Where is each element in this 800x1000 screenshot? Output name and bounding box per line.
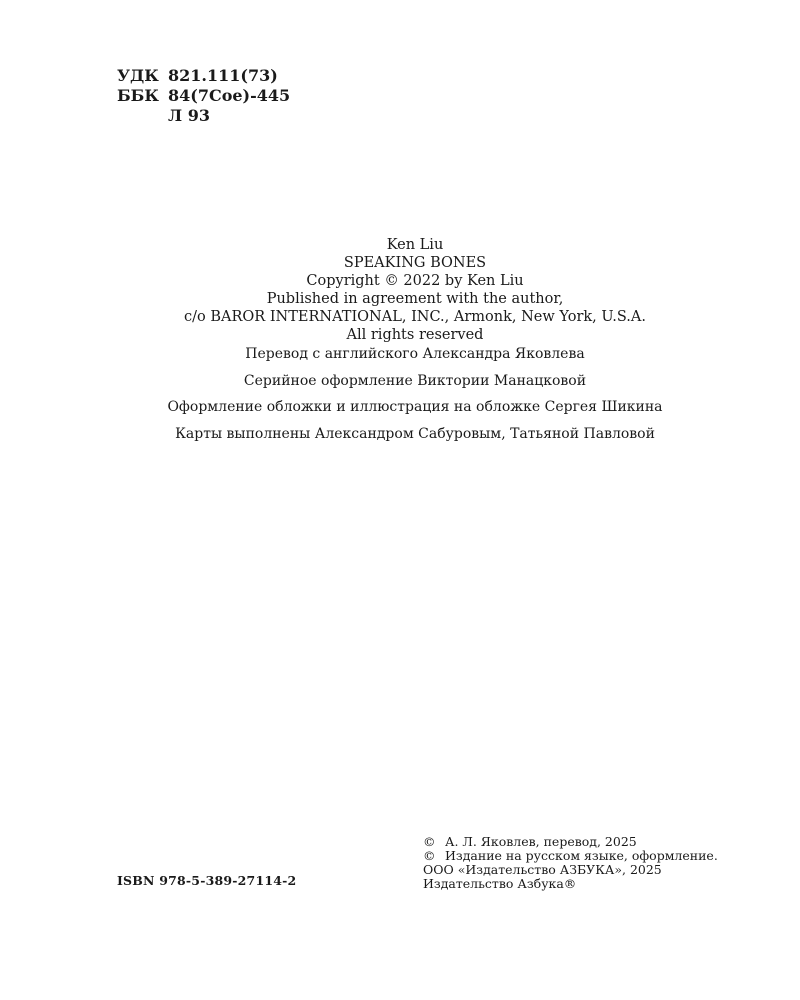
- bbk-row: [117, 86, 290, 106]
- copyright-notices: [423, 835, 718, 891]
- translation-notice: [423, 835, 718, 849]
- published-line: Published in agreement with the author,: [266, 291, 564, 307]
- isbn: ISBN 978-5-389-27114-2: [117, 873, 297, 888]
- udk-value: 821.111(73): [168, 66, 278, 85]
- series-design-credit: Серийное оформление Виктории Манацковой: [243, 372, 587, 389]
- author-mark-row: [117, 106, 290, 126]
- udk-row: [117, 66, 290, 86]
- maps-credit: Карты выполнены Александром Сабуровым, Татьяной Павловой: [175, 425, 655, 442]
- credits-block: [100, 236, 730, 344]
- copyright-symbol: ©: [423, 834, 436, 849]
- edition-notice-line1: Издание на русском языке, оформление.: [445, 848, 718, 863]
- copyright-symbol: ©: [423, 848, 436, 863]
- author-mark: Л 93: [168, 106, 210, 125]
- agency-line: c/o BAROR INTERNATIONAL, INC., Armonk, New York, U.S.A.: [184, 309, 646, 325]
- udk-label: УДК: [117, 66, 159, 85]
- rights-line: All rights reserved: [346, 327, 484, 343]
- translation-credit: Перевод с английского Александра Яковлева: [245, 346, 585, 362]
- copyright-line: Copyright © 2022 by Ken Liu: [306, 273, 524, 289]
- contributors-block: [100, 345, 730, 451]
- translation-notice-text: А. Л. Яковлев, перевод, 2025: [445, 834, 637, 849]
- cover-design-credit: Оформление обложки и иллюстрация на обложке Сергея Шикина: [167, 399, 663, 415]
- edition-notice: [423, 849, 718, 863]
- edition-notice-line2: ООО «Издательство АЗБУКА», 2025: [423, 862, 662, 877]
- original-author: Ken Liu: [386, 237, 444, 253]
- bbk-value: 84(7Сое)-445: [168, 86, 291, 105]
- bbk-label: ББК: [117, 86, 159, 105]
- original-title: SPEAKING BONES: [343, 255, 487, 271]
- edition-notice-line3: Издательство Азбука®: [423, 876, 577, 891]
- classification-block: [117, 66, 290, 126]
